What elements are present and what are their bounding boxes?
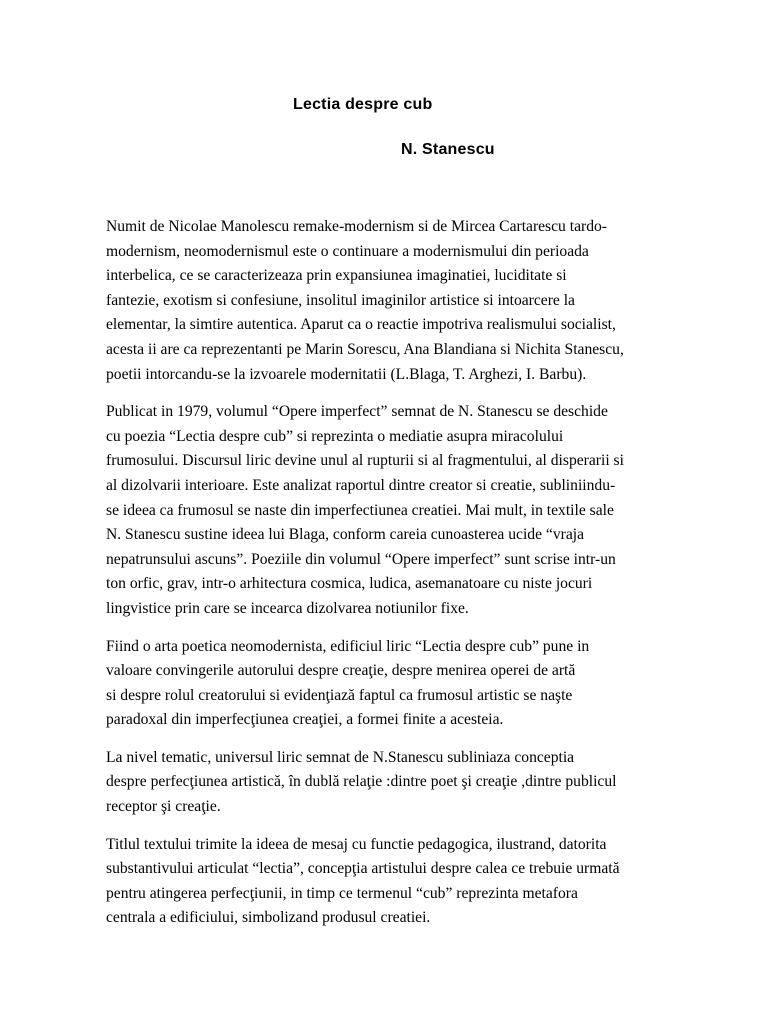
- text-line: La nivel tematic, universul liric semnat de N.Stanescu subliniaza conceptia: [106, 748, 575, 766]
- text-line: ton orfic, grav, intr-o arhitectura cosmica, ludica, asemanatoare cu niste jocuri: [106, 575, 593, 593]
- text-line: Numit de Nicolae Manolescu remake-modernism si de Mircea Cartarescu tardo-: [106, 218, 607, 235]
- paragraph-theme: [88, 746, 698, 820]
- paragraph-publication: [88, 400, 698, 621]
- text-line: Fiind o arta poetica neomodernista, edificiul liric “Lectia despre cub” pune in: [106, 637, 590, 655]
- text-line: poetii intorcandu-se la izvoarele modernitatii (L.Blaga, T. Arghezi, I. Barbu).: [106, 365, 587, 383]
- text-line: lingvistice prin care se incearca dizolvarea notiunilor fixe.: [106, 599, 469, 617]
- text-line: si despre rolul creatorului si evidenţiază faptul ca frumosul artistic se naşte: [106, 686, 573, 704]
- text-line: elementar, la simtire autentica. Aparut ca o reactie impotriva realismului socialist,: [106, 316, 616, 334]
- text-line: nepatrunsului ascuns”. Poeziile din volumul “Opere imperfect” sunt scrise intr-un: [106, 550, 616, 568]
- text-line: substantivului articulat “lectia”, concepţia artistului despre calea ce trebuie urmată: [106, 860, 620, 878]
- paragraph-title-analysis: [88, 833, 698, 931]
- text-line: paradoxal din imperfecţiunea creaţiei, a formei finite a acesteia.: [106, 711, 504, 729]
- document-author: N. Stanescu: [401, 141, 495, 158]
- text-line: despre perfecţiunea artistică, în dublă relaţie :dintre poet şi creaţie ,dintre publicul: [106, 773, 617, 791]
- paragraph-intro: [88, 215, 698, 387]
- text-line: cu poezia “Lectia despre cub” si reprezinta o mediatie asupra miracolului: [106, 427, 564, 445]
- text-line: pentru atingerea perfecţiunii, in timp ce termenul “cub” reprezinta metafora: [106, 884, 578, 902]
- document-body: [88, 215, 698, 944]
- text-line: interbelica, ce se caracterizeaza prin expansiunea imaginatiei, luciditate si: [106, 267, 567, 285]
- text-line: centrala a edificiului, simbolizand produsul creatiei.: [106, 909, 431, 927]
- text-line: Publicat in 1979, volumul “Opere imperfect” semnat de N. Stanescu se deschide: [106, 403, 608, 421]
- text-line: al dizolvarii interioare. Este analizat raportul dintre creator si creatie, subliniindu-: [106, 476, 616, 494]
- text-line: acesta ii are ca reprezentanti pe Marin Sorescu, Ana Blandiana si Nichita Stanescu,: [106, 340, 624, 358]
- text-line: Titlul textului trimite la ideea de mesaj cu functie pedagogica, ilustrand, datorita: [106, 835, 607, 853]
- text-line: N. Stanescu sustine ideea lui Blaga, conform careia cunoasterea ucide “vraja: [106, 526, 585, 544]
- document-title: Lectia despre cub: [293, 96, 433, 113]
- paragraph-ars-poetica: [88, 635, 698, 733]
- text-line: frumosului. Discursul liric devine unul al rupturii si al fragmentului, al disperarii si: [106, 452, 624, 470]
- text-line: modernism, neomodernismul este o continuare a modernismului din perioada: [106, 242, 589, 260]
- text-line: se ideea ca frumosul se naste din imperfectiunea creatiei. Mai mult, in textile sale: [106, 501, 614, 519]
- text-line: fantezie, exotism si confesiune, insolitul imaginilor artistice si intoarcere la: [106, 291, 575, 309]
- text-line: valoare convingerile autorului despre creaţie, despre menirea operei de artă: [106, 662, 576, 680]
- text-line: receptor şi creaţie.: [106, 798, 221, 816]
